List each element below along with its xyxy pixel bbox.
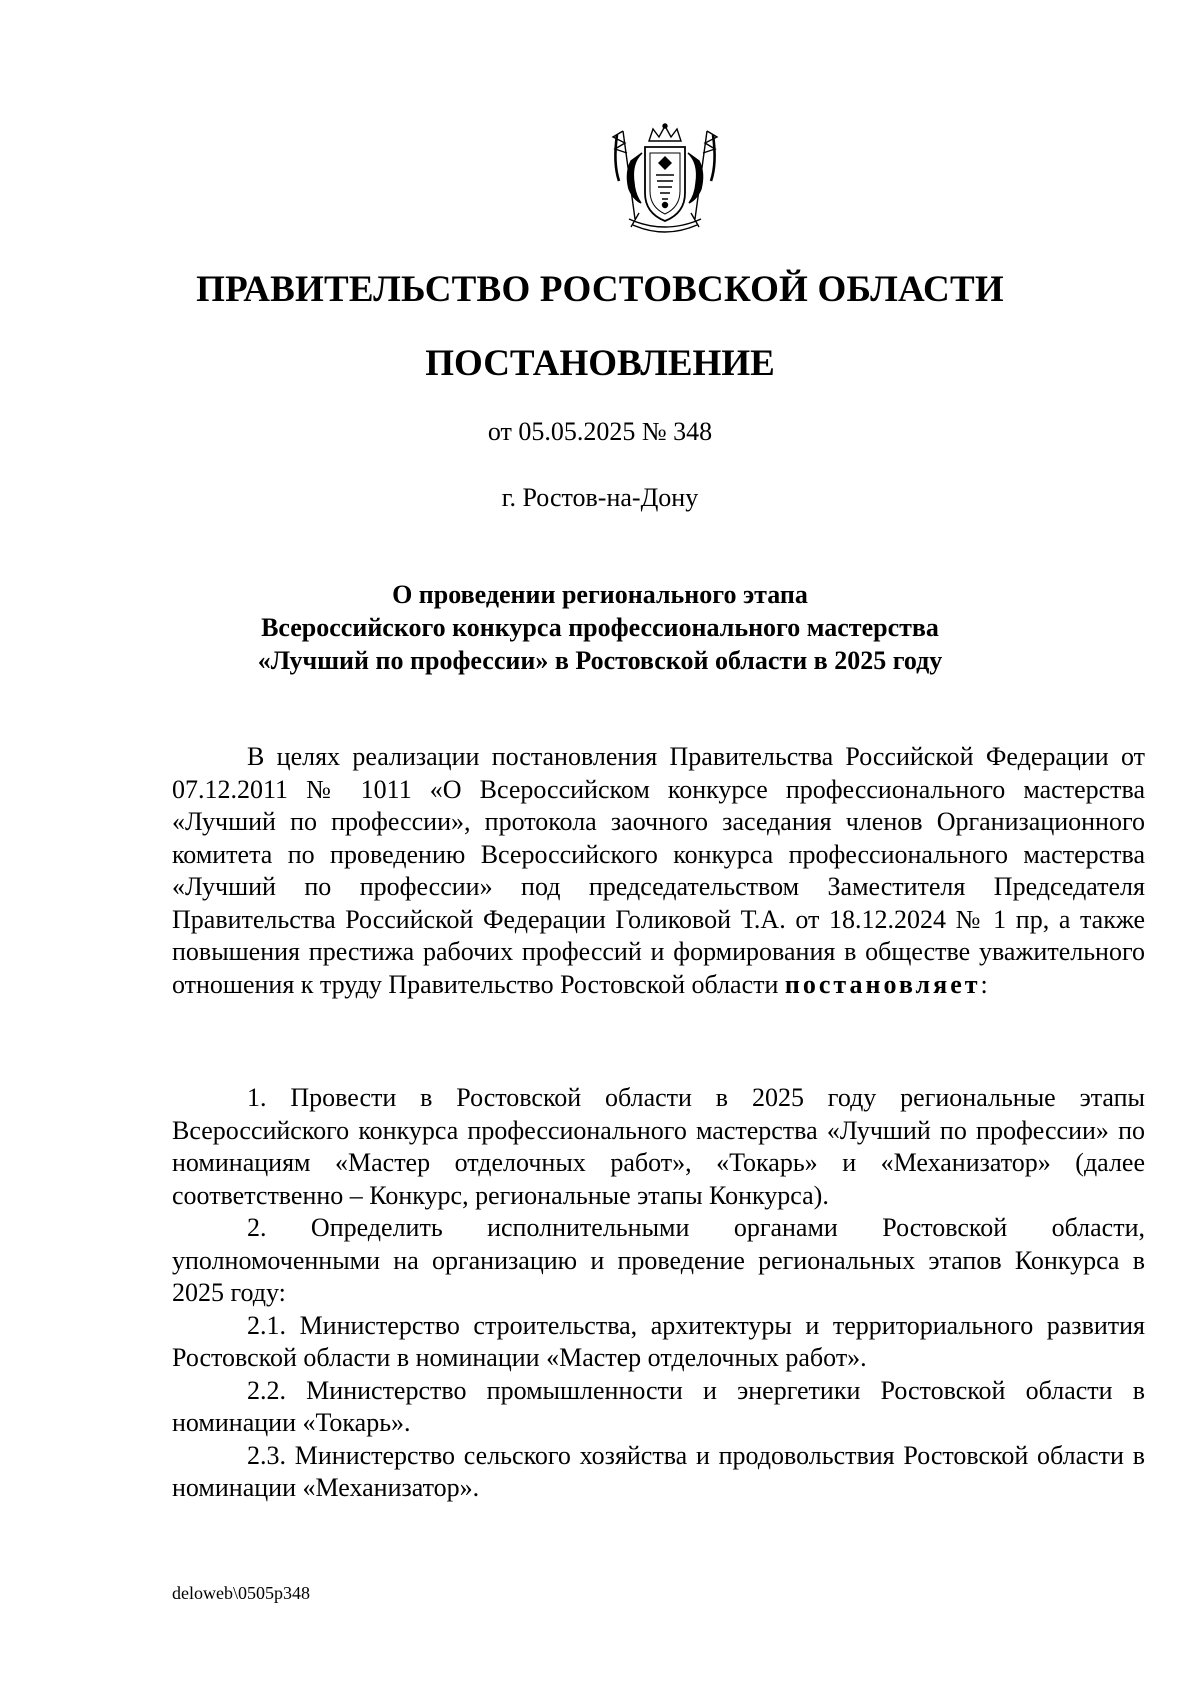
decree-word: постановляет <box>784 969 981 999</box>
subject-line-2: Всероссийского конкурса профессионального мастерства <box>261 613 939 642</box>
document-number-date: от 05.05.2025 № 348 <box>487 417 713 446</box>
preamble-paragraph <box>172 741 1145 1001</box>
coat-of-arms-icon <box>609 123 721 240</box>
preamble <box>172 741 1145 1001</box>
document-file-code: deloweb\0505p348 <box>172 1583 310 1603</box>
preamble-text: В целях реализации постановления Правительства Российской Федерации от 07.12.2011 № 1011 «О Всероссийском конкурсе профессионального мастерства «Лучший по профессии», протокола заочного заседания членов Организационного комитета по проведению Всероссийского конкурса профессионального мастерства «Лучший по профессии» под председательством Заместителя Председателя Правительства Российской Федерации Голиковой Т.А. от 18.12.2024 № 1 пр, а также повышения престижа рабочих профессий и формирования в обществе уважительного отношения к труду Правительство Ростовской области <box>172 742 1145 999</box>
organization-title: ПРАВИТЕЛЬСТВО РОСТОВСКОЙ ОБЛАСТИ <box>196 269 1004 310</box>
decree-item-2-2: 2.2. Министерство промышленности и энергетики Ростовской области в номинации «Токарь». <box>172 1375 1145 1437</box>
decree-item-2-3: 2.3. Министерство сельского хозяйства и продовольствия Ростовской области в номинации «Механизатор». <box>172 1440 1145 1502</box>
document-subject <box>160 578 1040 677</box>
subject-line-1: О проведении регионального этапа <box>392 580 808 609</box>
decree-item-1: 1. Провести в Ростовской области в 2025 году региональные этапы Всероссийского конкурса профессионального мастерства «Лучший по профессии» по номинациям «Мастер отделочных работ», «Токарь» и «Механизатор» (далее соответственно – Конкурс, региональные этапы Конкурса). <box>172 1083 1145 1210</box>
subject-line-3: «Лучший по профессии» в Ростовской области в 2025 году <box>257 646 943 675</box>
document-type: ПОСТАНОВЛЕНИЕ <box>425 343 775 384</box>
preamble-colon: : <box>980 969 988 999</box>
decree-item-2: 2. Определить исполнительными органами Ростовской области, уполномоченными на организацию и проведение региональных этапов Конкурса в 2025 году: <box>172 1213 1145 1307</box>
decree-item-2-1: 2.1. Министерство строительства, архитектуры и территориального развития Ростовской области в номинации «Мастер отделочных работ». <box>172 1310 1145 1372</box>
document-city: г. Ростов-на-Дону <box>501 483 699 512</box>
decree-items <box>172 1082 1145 1505</box>
